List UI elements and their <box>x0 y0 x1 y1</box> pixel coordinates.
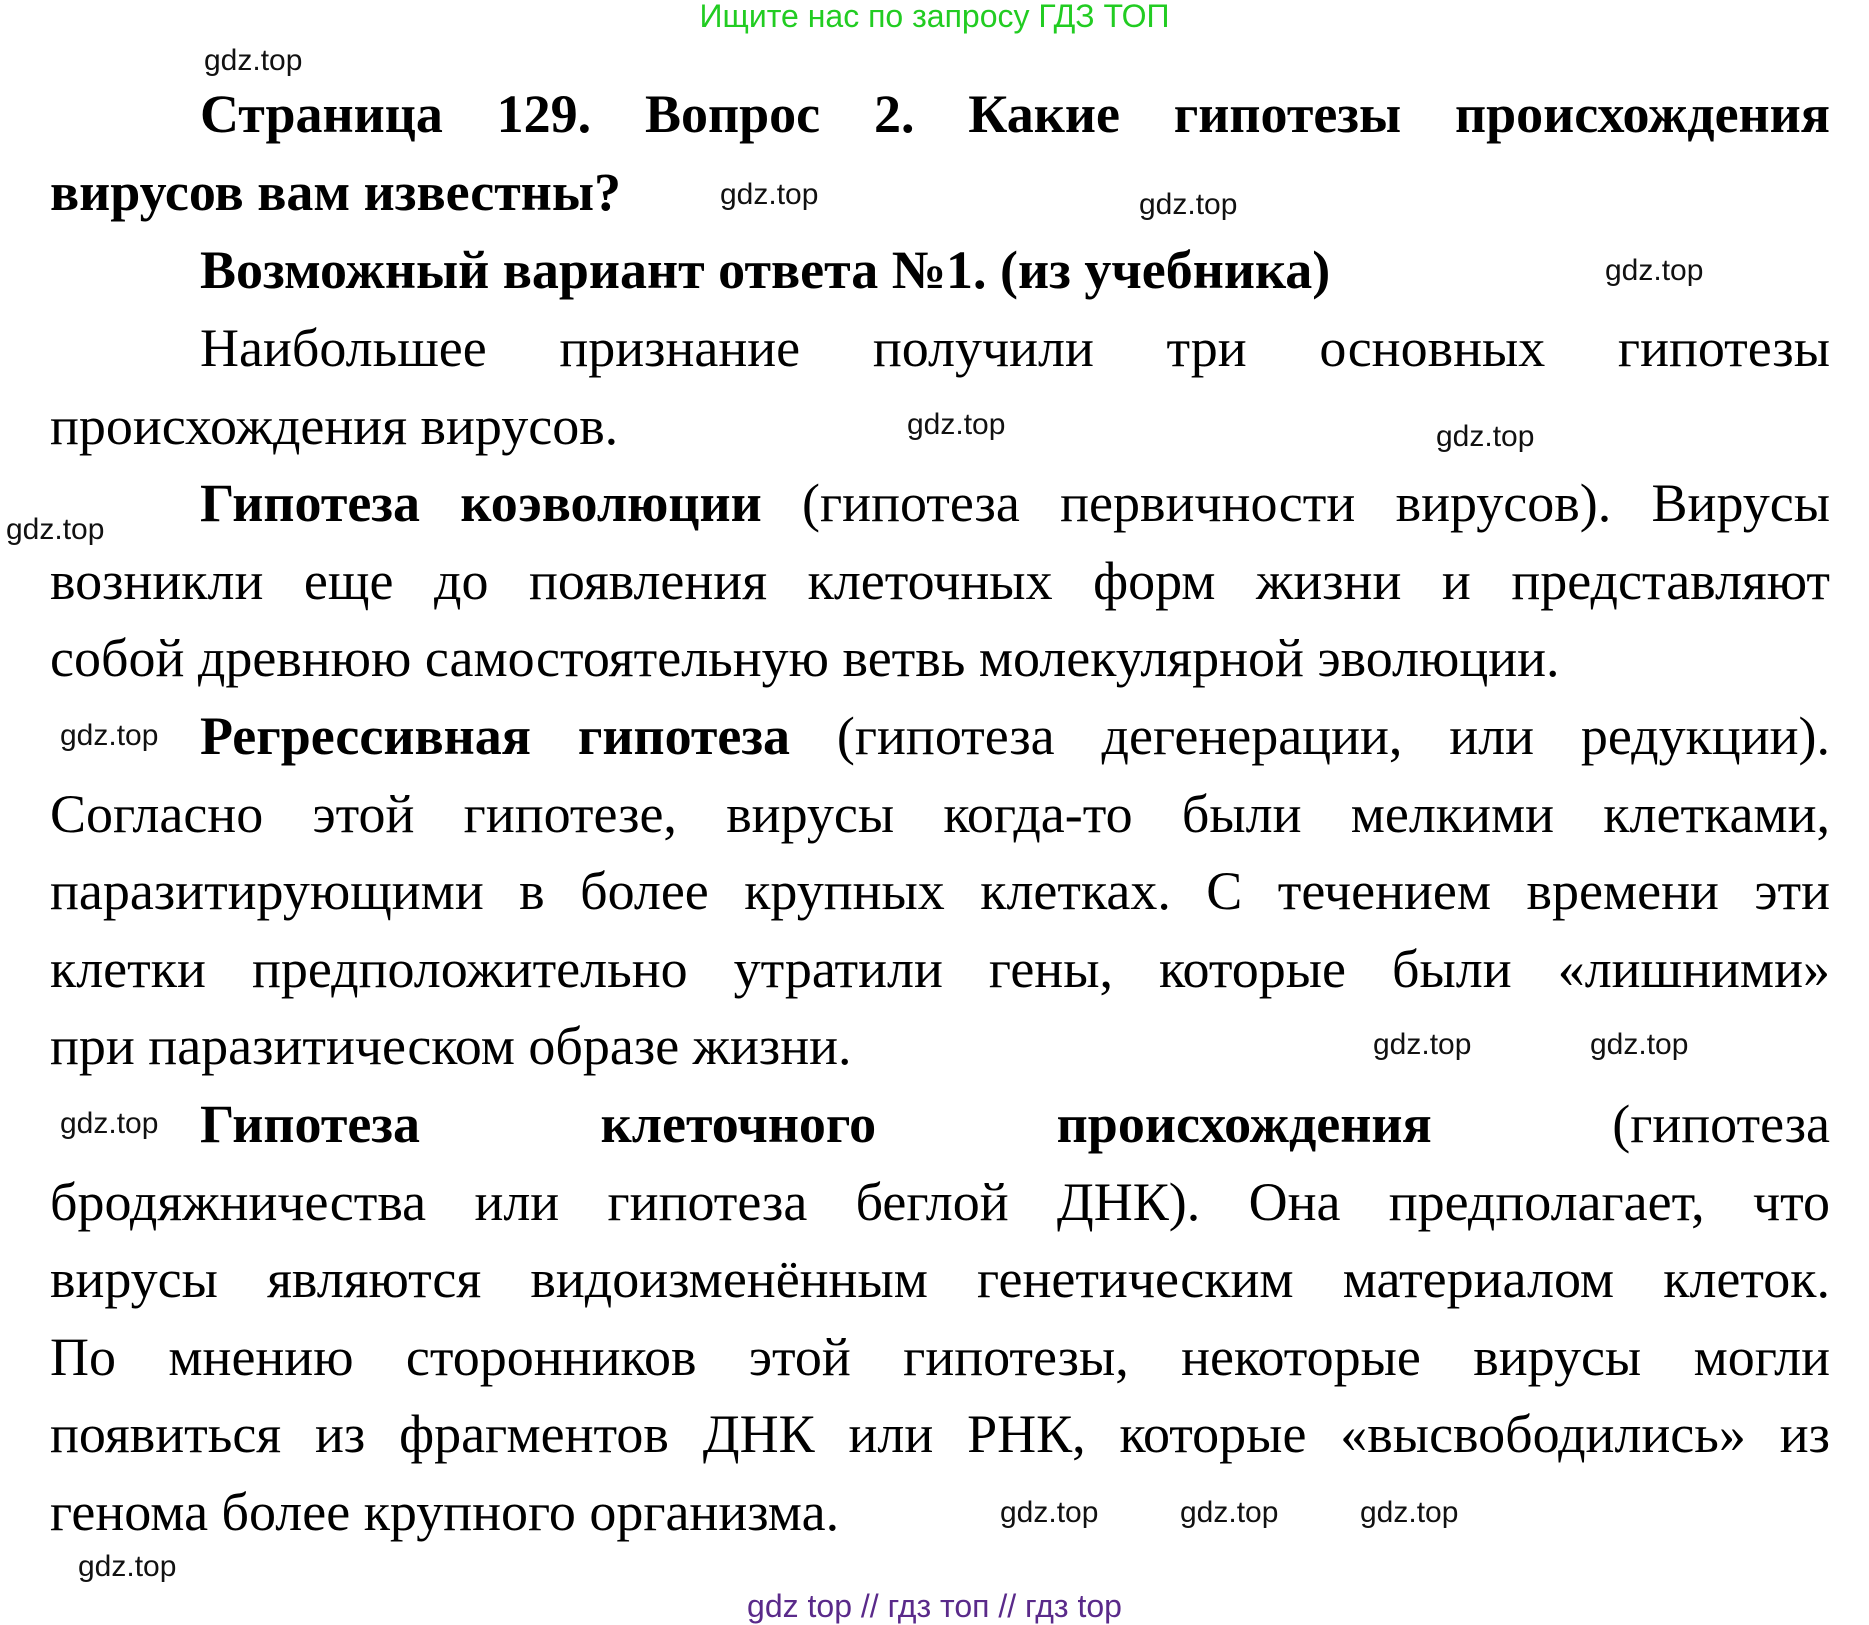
line-text: генома более крупного организма. <box>50 1482 840 1542</box>
line-text: По мнению сторонников этой гипотезы, некоторые вирусы могли <box>50 1326 1830 1387</box>
line-text: вирусы являются видоизменённым генетическим материалом клеток. <box>50 1249 1830 1310</box>
text-line <box>200 316 1830 380</box>
watermark: gdz.top <box>1360 1496 1459 1529</box>
text-line <box>50 1402 1830 1466</box>
text-line <box>50 1325 1830 1389</box>
text-line <box>200 704 1830 768</box>
watermark: gdz.top <box>1139 188 1238 221</box>
watermark: gdz.top <box>6 513 105 546</box>
line-text: возникли еще до появления клеточных форм жизни и представляют <box>50 550 1830 611</box>
text-line <box>50 782 1830 846</box>
line-text: при паразитическом образе жизни. <box>50 1016 852 1077</box>
text-line <box>50 859 1830 923</box>
answer-heading: Возможный вариант ответа №1. (из учебника) <box>200 240 1331 300</box>
watermark: gdz.top <box>60 1107 159 1140</box>
watermark: gdz.top <box>720 178 819 211</box>
question-title-line1: Страница 129. Вопрос 2. Какие гипотезы происхождения <box>200 84 1830 144</box>
line-text: (гипотеза первичности вирусов). Вирусы <box>761 473 1830 534</box>
line-text: (гипотеза дегенерации, или редукции). <box>790 706 1830 766</box>
question-title-line2: вирусов вам известны? <box>50 162 622 222</box>
text-line <box>50 937 1830 1001</box>
watermark: gdz.top <box>1436 420 1535 453</box>
watermark: gdz.top <box>78 1550 177 1583</box>
line-text: (гипотеза <box>1431 1094 1830 1154</box>
line-text: паразитирующими в более крупных клетках. С течением времени эти <box>50 861 1830 922</box>
text-line <box>50 549 1830 613</box>
text-line <box>50 1247 1830 1311</box>
bold-term: Регрессивная гипотеза <box>200 706 791 766</box>
watermark: gdz.top <box>1590 1028 1689 1061</box>
line-text: появиться из фрагментов ДНК или РНК, которые «высвободились» из <box>50 1404 1830 1465</box>
text-line <box>200 1092 1830 1156</box>
line-text: Наибольшее признание получили три основных гипотезы <box>200 318 1830 378</box>
top-banner[interactable]: Ищите нас по запросу ГДЗ ТОП <box>699 0 1170 34</box>
watermark: gdz.top <box>1605 254 1704 287</box>
text-line <box>50 1170 1830 1234</box>
text-line <box>50 1014 1830 1078</box>
line-text: собой древнюю самостоятельную ветвь молекулярной эволюции. <box>50 628 1560 689</box>
watermark: gdz.top <box>60 719 159 752</box>
watermark: gdz.top <box>907 408 1006 441</box>
watermark: gdz.top <box>1180 1496 1279 1529</box>
bold-term: Гипотеза клеточного происхождения <box>200 1094 1432 1154</box>
watermark: gdz.top <box>1000 1496 1099 1529</box>
text-line <box>200 471 1830 535</box>
watermark: gdz.top <box>204 44 303 77</box>
bottom-banner[interactable]: gdz top // гдз топ // гдз top <box>747 1588 1122 1624</box>
line-text: происхождения вирусов. <box>50 395 619 456</box>
watermark: gdz.top <box>1373 1028 1472 1061</box>
line-text: клетки предположительно утратили гены, которые были «лишними» <box>50 938 1830 999</box>
text-line <box>50 1480 1830 1544</box>
line-text: Согласно этой гипотезе, вирусы когда-то были мелкими клетками, <box>50 783 1830 844</box>
bold-term: Гипотеза коэволюции <box>200 473 762 534</box>
text-line <box>50 626 1830 690</box>
line-text: бродяжничества или гипотеза беглой ДНК). Она предполагает, что <box>50 1171 1830 1232</box>
